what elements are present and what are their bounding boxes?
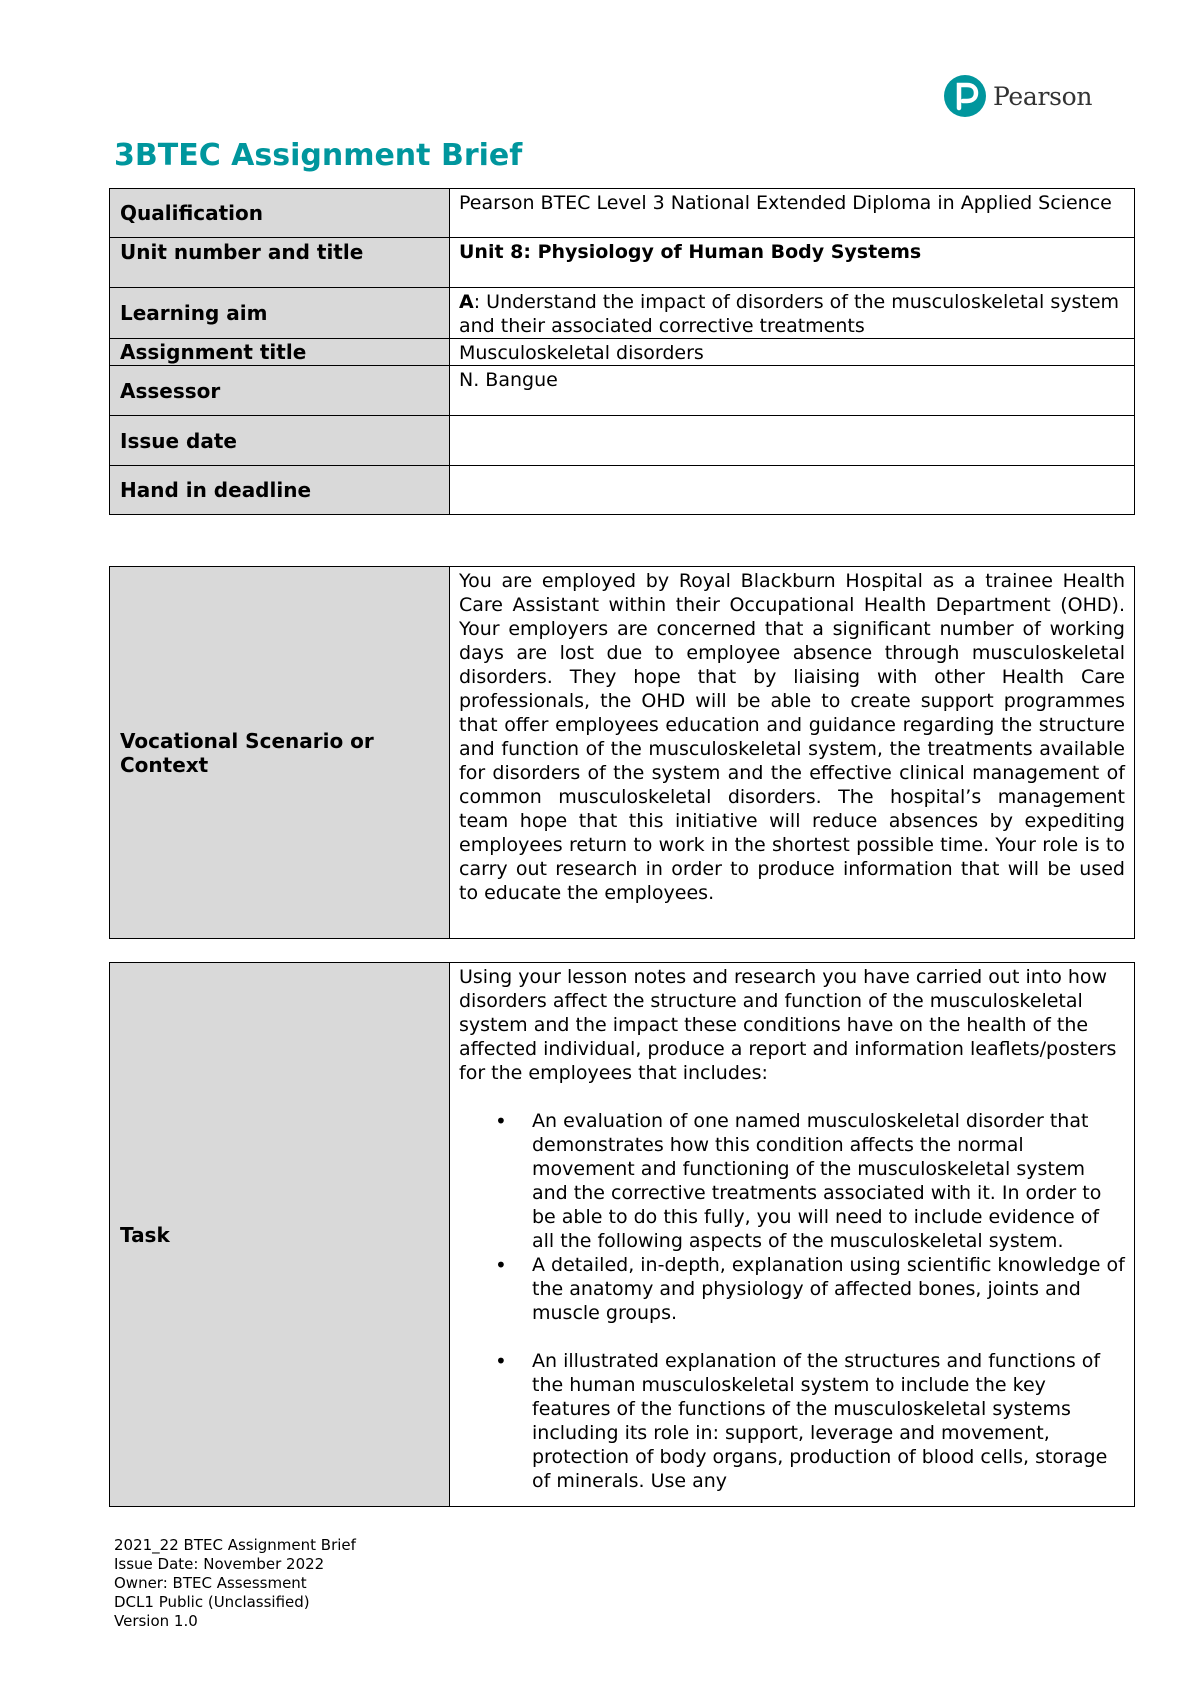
task-row (110, 963, 1135, 1507)
learning-aim-prefix: A (459, 291, 474, 313)
issue-date-row (110, 416, 1135, 466)
task-content (450, 963, 1135, 1507)
scenario-row (110, 567, 1135, 939)
footer-line: 2021_22 BTEC Assignment Brief (114, 1536, 356, 1554)
task-bullet: • An illustrated explanation of the structures and functions of the human musculoskeletal system to include the key features of the functions of the musculoskeletal systems including its role in: support, leverage and movement, protection of body organs, production of blood cells, storage of minerals. Use any (459, 1349, 1125, 1493)
pearson-logo-text: Pearson (993, 81, 1093, 111)
page-footer (114, 1536, 356, 1631)
bullet-spacer (459, 1325, 1125, 1349)
unit-value: Unit 8: Physiology of Human Body Systems (450, 238, 1135, 288)
footer-line: Version 1.0 (114, 1612, 198, 1630)
learning-aim-text: : Understand the impact of disorders of the musculoskeletal system and their associated corrective treatments (459, 291, 1120, 337)
assessor-value: N. Bangue (450, 366, 1135, 416)
pearson-logo-icon (944, 75, 986, 117)
qualification-value: Pearson BTEC Level 3 National Extended Diploma in Applied Science (450, 189, 1135, 238)
assessor-label: Assessor (110, 366, 450, 416)
task-table (109, 962, 1135, 1507)
task-label: Task (110, 963, 450, 1507)
task-bullet-list (459, 1109, 1125, 1493)
scenario-table (109, 566, 1135, 939)
task-bullet: • A detailed, in-depth, explanation using scientific knowledge of the anatomy and physiology of affected bones, joints and muscle groups. (459, 1253, 1125, 1325)
scenario-text: You are employed by Royal Blackburn Hospital as a trainee Health Care Assistant within their Occupational Health Department (OHD). Your employers are concerned that a significant number of working days are lost due to employee absence through musculoskeletal disorders. They hope that by liaising with other Health Care professionals, the OHD will be able to create support programmes that offer employees education and guidance regarding the structure and function of the musculoskeletal system, the treatments available for disorders of the system and the effective clinical management of common musculoskeletal disorders. The hospital’s management team hope that this initiative will reduce absences by expediting employees return to work in the shortest possible time. Your role is to carry out research in order to produce information that will be used to educate the employees. (450, 567, 1135, 939)
footer-line: DCL1 Public (Unclassified) (114, 1593, 310, 1611)
pearson-logo (944, 74, 1092, 118)
assignment-title-value: Musculoskeletal disorders (450, 339, 1135, 366)
task-intro: Using your lesson notes and research you have carried out into how disorders affect the structure and function of the musculoskeletal system and the impact these conditions have on the health of the affected individual, produce a report and information leaflets/posters for the employees that includes: (459, 966, 1117, 1084)
task-bullet: • An evaluation of one named musculoskeletal disorder that demonstrates how this condition affects the normal movement and functioning of the musculoskeletal system and the corrective treatments associated with it. In order to be able to do this fully, you will need to include evidence of all the following aspects of the musculoskeletal system. (459, 1109, 1125, 1253)
qualification-row (110, 189, 1135, 238)
page-title: 3BTEC Assignment Brief (114, 138, 523, 173)
assignment-title-label: Assignment title (110, 339, 450, 366)
learning-aim-label: Learning aim (110, 288, 450, 339)
assessor-row (110, 366, 1135, 416)
footer-line: Issue Date: November 2022 (114, 1555, 325, 1573)
info-table (109, 188, 1135, 515)
unit-row (110, 238, 1135, 288)
issue-date-label: Issue date (110, 416, 450, 466)
assignment-title-row (110, 339, 1135, 366)
deadline-label: Hand in deadline (110, 466, 450, 515)
deadline-value (450, 466, 1135, 515)
learning-aim-row (110, 288, 1135, 339)
unit-label: Unit number and title (110, 238, 450, 288)
qualification-label: Qualification (110, 189, 450, 238)
issue-date-value (450, 416, 1135, 466)
learning-aim-value (450, 288, 1135, 339)
scenario-label: Vocational Scenario or Context (110, 567, 450, 939)
footer-line: Owner: BTEC Assessment (114, 1574, 307, 1592)
deadline-row (110, 466, 1135, 515)
